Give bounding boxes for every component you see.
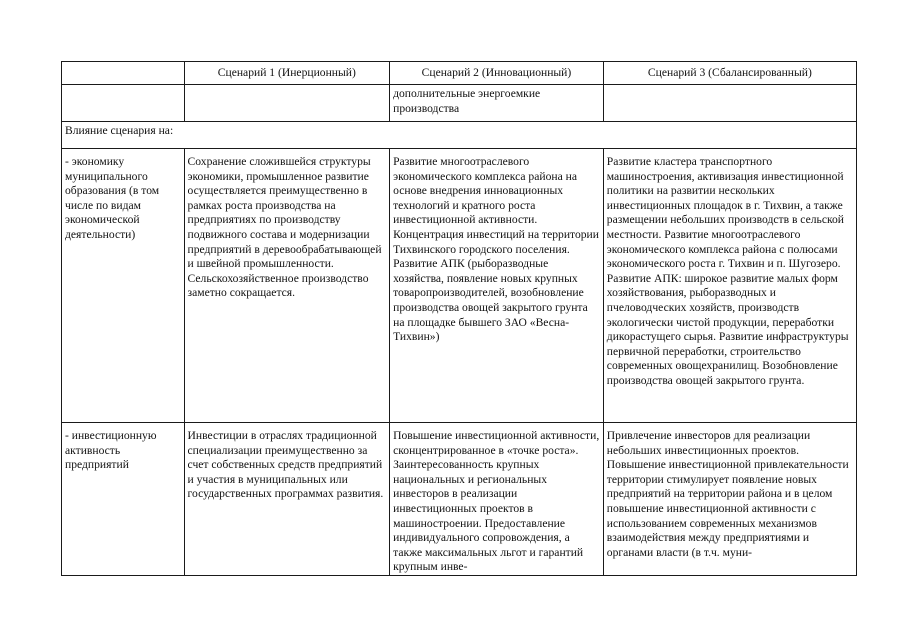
header-scenario-2: Сценарий 2 (Инновационный): [390, 62, 604, 85]
continuation-cell-2: дополнительные энергоемкие производства: [390, 85, 604, 122]
economy-scenario-2-paragraph-1: Развитие многоотраслевого экономического комплекса района на основе внедрения инновационных технологий и кратного роста инвестиционной активности. Концентрация инвестиций на территории Тихвинского городского поселения.: [393, 155, 599, 256]
economy-scenario-1: Сохранение сложившейся структуры экономики, промышленное развитие осуществляется преимущественно в рамках роста производства на предприятиях по производству подвижного состава и модернизации предприятий в деревообрабатывающей и швейной промышленности. Сельскохозяйственное производство заметно сокращается.: [184, 149, 390, 423]
economy-scenario-2: [390, 149, 604, 423]
scenario-table: [61, 61, 857, 576]
economy-row: [62, 149, 857, 423]
continuation-cell-3: [603, 85, 856, 122]
economy-scenario-3-paragraph-1: Развитие кластера транспортного машиностроения, активизация инвестиционной политики на развитии нескольких инвестиционных площадок в г. Тихвин, а также размещении небольших производств в сельской местности. Развитие многоотраслевого экономического комплекса района с полюсами экономического роста г. Тихвин и п. Шугозеро.: [606, 155, 845, 271]
investment-label: - инвестиционную активность предприятий: [62, 423, 185, 576]
economy-scenario-3: [603, 149, 856, 423]
investment-scenario-3-paragraph-1: Привлечение инвесторов для реализации небольших инвестиционных проектов.: [606, 429, 811, 457]
investment-scenario-2: Повышение инвестиционной активности, сконцентрированное в «точке роста». Заинтересованность крупных национальных и региональных инвесторов в реализации инвестиционных проектов в машиностроении. Предоставление индивидуального сопровождения, а также максимальных льгот и гарантий крупным инве-: [390, 423, 604, 576]
continuation-cell-1: [184, 85, 390, 122]
continuation-cell-0: [62, 85, 185, 122]
continuation-row: [62, 85, 857, 122]
header-row: [62, 62, 857, 85]
influence-label: Влияние сценария на:: [62, 122, 857, 149]
economy-label: - экономику муниципального образования (в том числе по видам экономической деятельности): [62, 149, 185, 423]
influence-row: [62, 122, 857, 149]
economy-scenario-3-paragraph-2: Развитие АПК: широкое развитие малых форм хозяйствования, рыборазводных и пчеловодческих хозяйств, производств экологически чистой продукции, переработки дикорастущего сырья. Развитие инфраструктуры первичной переработки, строительство современных овощехранилищ. Возобновление производства овощей закрытого грунта.: [606, 271, 849, 387]
economy-scenario-2-paragraph-2: Развитие АПК (рыборазводные хозяйства, появление новых крупных товаропроизводителей, возобновление производства овощей закрытого грунта на площадке бывшего ЗАО «Весна-Тихвин»): [393, 257, 588, 344]
header-scenario-1: Сценарий 1 (Инерционный): [184, 62, 390, 85]
investment-scenario-1: Инвестиции в отраслях традиционной специализации преимущественно за счет собственных средств предприятий и участия в муниципальных или государственных программах развития.: [184, 423, 390, 576]
header-empty-cell: [62, 62, 185, 85]
investment-row: [62, 423, 857, 576]
header-scenario-3: Сценарий 3 (Сбалансированный): [603, 62, 856, 85]
investment-scenario-3: [603, 423, 856, 576]
investment-scenario-3-paragraph-2: Повышение инвестиционной привлекательности территории стимулирует появление новых предприятий на территории района и в целом повышение инвестиционной активности с использованием современных механизмов взаимодействия между предприятиями и органами власти (в т.ч. муни-: [606, 458, 849, 559]
